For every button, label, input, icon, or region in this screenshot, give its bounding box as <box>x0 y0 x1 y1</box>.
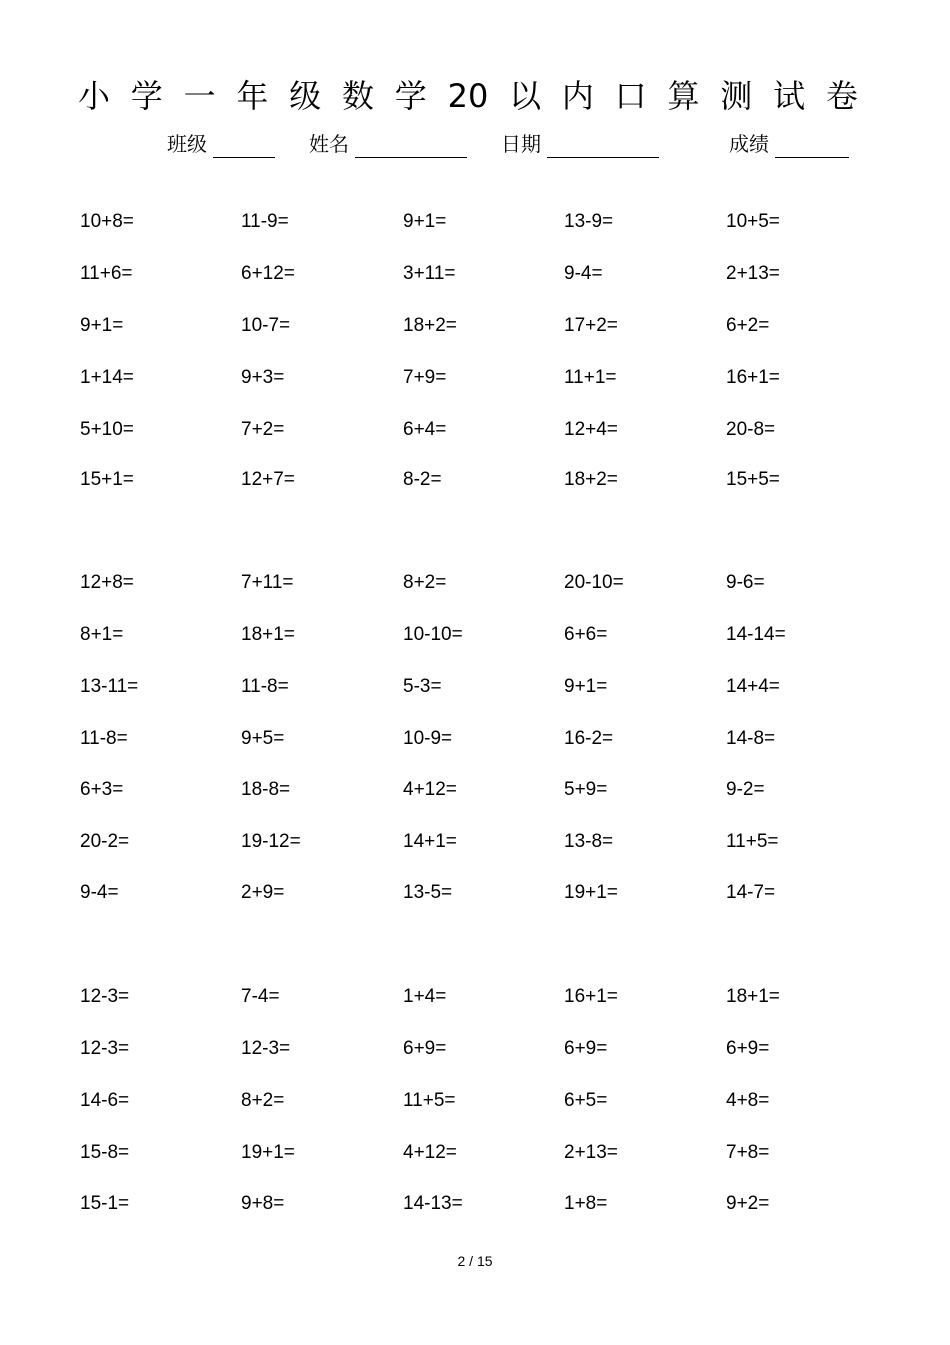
math-problem: 1+4= <box>403 986 447 1007</box>
math-problem: 2+9= <box>241 882 285 903</box>
title-char: 口 <box>614 77 647 115</box>
math-problem: 15+5= <box>726 469 780 490</box>
math-problem: 16+1= <box>726 367 780 388</box>
math-problem: 18+2= <box>564 469 618 490</box>
math-problem: 11-8= <box>241 676 289 697</box>
math-problem: 4+12= <box>403 779 457 800</box>
math-problem: 13-11= <box>80 676 139 697</box>
class-field <box>167 130 275 158</box>
math-problem: 7+2= <box>241 419 285 440</box>
math-problem: 12+4= <box>564 419 618 440</box>
math-problem: 8+1= <box>80 624 124 645</box>
math-problem: 12+7= <box>241 469 295 490</box>
math-problem: 10-9= <box>403 728 453 749</box>
name-blank[interactable] <box>355 135 467 158</box>
page-number: 2 / 15 <box>457 1253 493 1269</box>
math-problem: 13-9= <box>564 211 614 232</box>
math-problem: 9-2= <box>726 779 765 800</box>
math-problem: 4+8= <box>726 1090 770 1111</box>
math-problem: 9+1= <box>403 211 447 232</box>
math-problem: 1+8= <box>564 1193 608 1214</box>
math-problem: 20-10= <box>564 572 624 593</box>
math-problem: 10-7= <box>241 315 291 336</box>
student-info-row <box>0 130 950 160</box>
title-char: 试 <box>773 77 806 115</box>
math-problem: 6+12= <box>241 263 295 284</box>
math-problem: 3+11= <box>403 263 456 284</box>
title-char: 测 <box>720 77 753 115</box>
math-problem: 9-6= <box>726 572 765 593</box>
math-problem: 20-8= <box>726 419 776 440</box>
title-char: 学 <box>394 77 427 115</box>
math-problem: 5+10= <box>80 419 134 440</box>
math-problem: 14-13= <box>403 1193 463 1214</box>
title-char: 一 <box>183 77 216 115</box>
class-blank[interactable] <box>213 135 275 158</box>
math-problem: 7+11= <box>241 572 294 593</box>
math-problem: 11+5= <box>403 1090 456 1111</box>
math-problem: 13-5= <box>403 882 453 903</box>
math-problem: 18-8= <box>241 779 291 800</box>
math-problem: 19-12= <box>241 831 301 852</box>
math-problem: 11+1= <box>564 367 617 388</box>
math-problem: 12-3= <box>241 1038 291 1059</box>
math-problem: 14+1= <box>403 831 457 852</box>
math-problem: 15+1= <box>80 469 134 490</box>
math-problem: 9+3= <box>241 367 285 388</box>
page-title <box>78 76 858 116</box>
math-problem: 6+2= <box>726 315 770 336</box>
math-problem: 7+9= <box>403 367 447 388</box>
math-problem: 7+8= <box>726 1142 770 1163</box>
math-problem: 17+2= <box>564 315 618 336</box>
math-problem: 8-2= <box>403 469 442 490</box>
math-problem: 9+8= <box>241 1193 285 1214</box>
title-char: 内 <box>561 77 594 115</box>
title-char: 以 <box>509 77 542 115</box>
score-label: 成绩 <box>729 132 769 156</box>
math-problem: 19+1= <box>564 882 618 903</box>
math-problem: 11+6= <box>80 263 133 284</box>
math-problem: 16-2= <box>564 728 614 749</box>
math-problem: 20-2= <box>80 831 130 852</box>
math-problem: 15-8= <box>80 1142 130 1163</box>
math-problem: 10+5= <box>726 211 780 232</box>
math-problem: 14-6= <box>80 1090 130 1111</box>
title-char: 学 <box>130 77 163 115</box>
math-problem: 11-9= <box>241 211 289 232</box>
math-problem: 18+1= <box>726 986 780 1007</box>
title-char: 年 <box>236 77 269 115</box>
math-problem: 14-14= <box>726 624 786 645</box>
math-problem: 9+1= <box>564 676 608 697</box>
math-problem: 18+2= <box>403 315 457 336</box>
math-problem: 11+5= <box>726 831 779 852</box>
math-problem: 1+14= <box>80 367 134 388</box>
math-problem: 12-3= <box>80 986 130 1007</box>
math-problem: 5+9= <box>564 779 608 800</box>
math-problem: 16+1= <box>564 986 618 1007</box>
title-char: 数 <box>341 77 374 115</box>
math-problem: 10+8= <box>80 211 134 232</box>
math-problem: 9-4= <box>80 882 119 903</box>
score-blank[interactable] <box>775 135 849 158</box>
title-char: 算 <box>667 77 700 115</box>
name-field <box>309 130 467 158</box>
date-label: 日期 <box>501 132 541 156</box>
math-problem: 9-4= <box>564 263 603 284</box>
math-problem: 8+2= <box>241 1090 285 1111</box>
math-problem: 6+3= <box>80 779 124 800</box>
math-problem: 2+13= <box>726 263 780 284</box>
math-problem: 14-8= <box>726 728 776 749</box>
title-char: 卷 <box>825 77 858 115</box>
math-problem: 6+9= <box>726 1038 770 1059</box>
math-problem: 8+2= <box>403 572 447 593</box>
math-problem: 6+5= <box>564 1090 608 1111</box>
math-problem: 9+2= <box>726 1193 770 1214</box>
date-field <box>501 130 659 158</box>
date-blank[interactable] <box>547 135 659 158</box>
score-field <box>729 130 849 158</box>
math-problem: 12-3= <box>80 1038 130 1059</box>
math-problem: 6+9= <box>403 1038 447 1059</box>
math-problem: 5-3= <box>403 676 442 697</box>
math-problem: 4+12= <box>403 1142 457 1163</box>
math-problem: 7-4= <box>241 986 280 1007</box>
math-problem: 9+5= <box>241 728 285 749</box>
math-problem: 6+4= <box>403 419 447 440</box>
math-problem: 2+13= <box>564 1142 618 1163</box>
title-char: 级 <box>289 77 322 115</box>
title-char: 小 <box>78 77 111 115</box>
math-problem: 14+4= <box>726 676 780 697</box>
math-problem: 11-8= <box>80 728 128 749</box>
math-problem: 6+9= <box>564 1038 608 1059</box>
math-problem: 14-7= <box>726 882 776 903</box>
class-label: 班级 <box>167 132 207 156</box>
title-char: 20 <box>447 77 489 115</box>
math-problem: 18+1= <box>241 624 295 645</box>
math-problem: 6+6= <box>564 624 608 645</box>
math-problem: 12+8= <box>80 572 134 593</box>
math-problem: 10-10= <box>403 624 463 645</box>
math-problem: 19+1= <box>241 1142 295 1163</box>
math-problem: 13-8= <box>564 831 614 852</box>
name-label: 姓名 <box>309 132 349 156</box>
math-problem: 9+1= <box>80 315 124 336</box>
math-problem: 15-1= <box>80 1193 130 1214</box>
